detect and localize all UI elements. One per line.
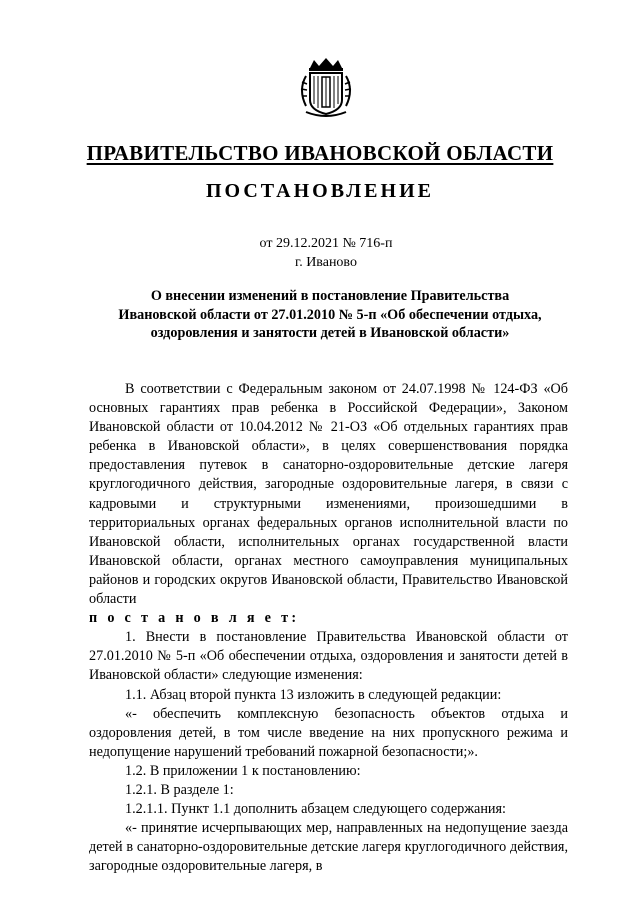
subject-line: оздоровления и занятости детей в Ивановской области»	[150, 325, 510, 341]
decree-word-text: п о с т а н о в л я е т:	[89, 610, 300, 627]
coat-of-arms-icon	[296, 56, 356, 120]
document-type-title: ПОСТАНОВЛЕНИЕ	[206, 180, 434, 202]
date-number: от 29.12.2021 № 716-п	[259, 236, 393, 251]
subject-line: Ивановской области от 27.01.2010 № 5-п «Об обеспечении отдыха,	[118, 306, 542, 323]
paragraph-1-2-1: 1.2.1. В разделе 1:	[125, 781, 234, 798]
subject-line: О внесении изменений в постановление Правительства	[150, 288, 510, 304]
paragraph-1-2-1-1: 1.2.1.1. Пункт 1.1 дополнить абзацем следующего содержания:	[125, 801, 506, 818]
document-body	[89, 380, 568, 876]
paragraph-1: 1. Внести в постановление Правительства Ивановской области от 27.01.2010 № 5-п «Об обеспечении отдыха, оздоровления и занятости детей в Ивановской области» следующие изменения:	[89, 629, 568, 684]
city: г. Иваново	[295, 255, 357, 270]
paragraph-1-2-1-1-text: «- принятие исчерпывающих мер, направленных на недопущение заезда детей в санаторно-оздоровительные детские лагеря круглогодичного действия, загородные оздоровительные лагеря, в	[89, 820, 568, 875]
paragraph-1-1: 1.1. Абзац второй пункта 13 изложить в следующей редакции:	[125, 686, 502, 703]
preamble-paragraph: В соответствии с Федеральным законом от 24.07.1998 № 124-ФЗ «Об основных гарантиях прав ребенка в Российской Федерации», Законом Ивановской области от 10.04.2012 № 21-ОЗ «Об отдельных гарантиях прав ребенка в Ивановской области», в целях совершенствования порядка предоставления путевок в санаторно-оздоровительные детские лагеря круглогодичного действия, загородные оздоровительные лагеря, в связи с кадровыми и структурными изменениями, произошедшими в территориальных органах федеральных органов исполнительной власти по Ивановской области, исполнительных органах государственной власти Ивановской области, органах местного самоуправления муниципальных районов и городских округов Ивановской области, Правительство Ивановской области	[89, 381, 568, 608]
paragraph-1-1-text: «- обеспечить комплексную безопасность объектов отдыха и оздоровления детей, в том числе введение на них пропускного режима и недопущение нарушений требований пожарной безопасности;».	[89, 705, 568, 760]
decree-word	[89, 609, 568, 628]
document-subject	[80, 287, 580, 343]
paragraph-1-2: 1.2. В приложении 1 к постановлению:	[125, 762, 361, 779]
government-title: ПРАВИТЕЛЬСТВО ИВАНОВСКОЙ ОБЛАСТИ	[86, 141, 554, 165]
